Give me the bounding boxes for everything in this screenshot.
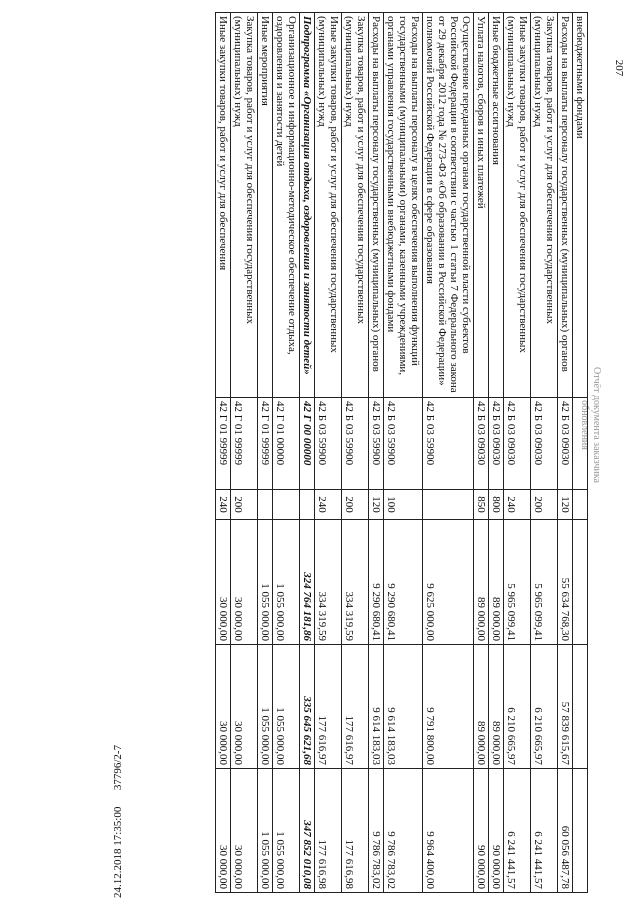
page-number: 207 xyxy=(613,59,625,77)
budget-table xyxy=(215,12,588,893)
row-vr-cell: 100 xyxy=(384,490,423,520)
row-value-2020-cell: 335 645 621,68 xyxy=(300,645,315,769)
row-name-cell: Иные закупки товаров, работ и услуг для обеспечения государственных (муниципальных) нужд xyxy=(504,13,531,398)
row-value-2020-cell: 177 616,97 xyxy=(315,645,342,769)
stamp-line-1: Отчёт документа заказчика xyxy=(591,367,602,483)
row-value-2021-cell: 9 786 783,02 xyxy=(369,769,384,893)
row-code-cell: 42 Б 03 09030 xyxy=(474,398,489,490)
row-code-cell: 42 Б 03 09030 xyxy=(558,398,573,490)
row-name-cell: Закупка товаров, работ и услуг для обеспечения государственных (муниципальных) нужд xyxy=(531,13,558,398)
row-value-2020-cell: 6 210 665,97 xyxy=(504,645,531,769)
row-code-cell: 42 Б 03 09030 xyxy=(504,398,531,490)
row-vr-cell: 240 xyxy=(504,490,531,520)
row-value-2019-cell: 89 000,00 xyxy=(474,520,489,645)
row-vr-cell: 200 xyxy=(342,490,369,520)
row-value-2021-cell: 60 056 487,78 xyxy=(558,769,573,893)
row-value-2019-cell: 5 965 099,41 xyxy=(504,520,531,645)
table-row xyxy=(489,13,504,893)
row-name-cell: Иные закупки товаров, работ и услуг для обеспечения государственных (муниципальных) нужд xyxy=(315,13,342,398)
row-value-2020-cell: 1 055 000,00 xyxy=(258,645,273,769)
footer-doc-id: 37796/2-7 xyxy=(112,744,124,791)
row-code-cell: 42 Г 00 00000 xyxy=(300,398,315,490)
row-value-2019-cell: 334 319,59 xyxy=(315,520,342,645)
row-code-cell: 42 Б 03 09030 xyxy=(489,398,504,490)
stamp-line-2: обновления xyxy=(579,400,590,450)
row-value-2020-cell: 1 055 000,00 xyxy=(273,645,300,769)
row-vr-cell: 120 xyxy=(558,490,573,520)
row-value-2021-cell: 1 055 000,00 xyxy=(273,769,300,893)
row-value-2020-cell: 6 210 665,97 xyxy=(531,645,558,769)
row-vr-cell xyxy=(573,490,588,520)
row-name-cell: Иные мероприятия xyxy=(258,13,273,398)
row-value-2020-cell: 89 000,00 xyxy=(474,645,489,769)
row-code-cell: 42 Г 01 99999 xyxy=(258,398,273,490)
row-value-2019-cell: 9 290 680,41 xyxy=(384,520,423,645)
table-row xyxy=(300,13,315,893)
table-row xyxy=(342,13,369,893)
table-row xyxy=(474,13,489,893)
footer-timestamp: 24.12.2018 17:35:00 xyxy=(112,806,124,898)
row-value-2020-cell xyxy=(573,645,588,769)
table-row xyxy=(231,13,258,893)
table-row xyxy=(315,13,342,893)
table-row xyxy=(273,13,300,893)
row-value-2020-cell: 177 616,97 xyxy=(342,645,369,769)
row-value-2019-cell xyxy=(573,520,588,645)
row-value-2019-cell: 30 000,00 xyxy=(231,520,258,645)
footer xyxy=(112,745,124,898)
row-name-cell: Закупка товаров, работ и услуг для обеспечения государственных (муниципальных) нужд xyxy=(342,13,369,398)
row-name-cell: Подпрограмма «Организация отдыха, оздоровления и занятости детей» xyxy=(300,13,315,398)
row-value-2020-cell: 57 839 615,67 xyxy=(558,645,573,769)
row-code-cell: 42 Б 03 59900 xyxy=(342,398,369,490)
table-row xyxy=(558,13,573,893)
row-code-cell xyxy=(573,398,588,490)
row-value-2021-cell: 1 055 000,00 xyxy=(258,769,273,893)
row-code-cell: 42 Б 03 59900 xyxy=(315,398,342,490)
table-row xyxy=(423,13,474,893)
row-value-2020-cell: 9 614 183,03 xyxy=(384,645,423,769)
row-code-cell: 42 Б 03 59900 xyxy=(384,398,423,490)
row-value-2021-cell: 347 852 010,08 xyxy=(300,769,315,893)
row-code-cell: 42 Б 03 59900 xyxy=(423,398,474,490)
table-body xyxy=(216,13,588,893)
row-vr-cell: 200 xyxy=(531,490,558,520)
row-value-2021-cell: 9 964 400,00 xyxy=(423,769,474,893)
row-vr-cell: 240 xyxy=(315,490,342,520)
row-vr-cell: 120 xyxy=(369,490,384,520)
row-value-2021-cell: 177 616,98 xyxy=(342,769,369,893)
row-name-cell: Осуществление переданных органам государственной власти субъектов Российской Федерации в соответствии с частью 1 статьи 7 Федерального закона от 29 декабря 2012 года № 273-ФЗ «Об образовании в Российской Федерации» полномочий Российской Федерации в сфере образования xyxy=(423,13,474,398)
row-value-2019-cell: 89 000,00 xyxy=(489,520,504,645)
row-value-2019-cell: 1 055 000,00 xyxy=(273,520,300,645)
row-value-2019-cell: 30 000,00 xyxy=(216,520,231,645)
table-row xyxy=(258,13,273,893)
row-value-2019-cell: 334 319,59 xyxy=(342,520,369,645)
row-value-2020-cell: 30 000,00 xyxy=(231,645,258,769)
row-vr-cell: 240 xyxy=(216,490,231,520)
row-value-2021-cell: 90 000,00 xyxy=(489,769,504,893)
row-name-cell: Расходы на выплаты персоналу государственных (муниципальных) органов xyxy=(369,13,384,398)
row-value-2019-cell: 55 634 768,30 xyxy=(558,520,573,645)
row-name-cell: Уплата налогов, сборов и иных платежей xyxy=(474,13,489,398)
row-value-2021-cell: 6 241 441,57 xyxy=(531,769,558,893)
row-value-2020-cell: 9 791 800,00 xyxy=(423,645,474,769)
row-value-2020-cell: 30 000,00 xyxy=(216,645,231,769)
row-vr-cell xyxy=(300,490,315,520)
row-value-2021-cell: 90 000,00 xyxy=(474,769,489,893)
row-value-2019-cell: 1 055 000,00 xyxy=(258,520,273,645)
table-row xyxy=(369,13,384,893)
table-row xyxy=(216,13,231,893)
row-value-2019-cell: 9 290 680,41 xyxy=(369,520,384,645)
row-name-cell: Расходы на выплаты персоналу в целях обеспечения выполнения функций государственными (муниципальными) органами, казенными учреждениями, органами управления государственными внебюджетными фондами xyxy=(384,13,423,398)
row-name-cell: Иные бюджетные ассигнования xyxy=(489,13,504,398)
table-row xyxy=(531,13,558,893)
row-name-cell: внебюджетными фондами xyxy=(573,13,588,398)
row-name-cell: Расходы на выплаты персоналу государственных (муниципальных) органов xyxy=(558,13,573,398)
row-code-cell: 42 Г 01 99999 xyxy=(231,398,258,490)
row-value-2020-cell: 89 000,00 xyxy=(489,645,504,769)
row-value-2019-cell: 5 965 099,41 xyxy=(531,520,558,645)
table-row xyxy=(504,13,531,893)
row-value-2021-cell: 30 000,00 xyxy=(216,769,231,893)
row-vr-cell: 200 xyxy=(231,490,258,520)
row-value-2021-cell: 6 241 441,57 xyxy=(504,769,531,893)
row-value-2021-cell: 30 000,00 xyxy=(231,769,258,893)
row-value-2020-cell: 9 614 183,03 xyxy=(369,645,384,769)
row-value-2021-cell: 177 616,98 xyxy=(315,769,342,893)
row-code-cell: 42 Б 03 59900 xyxy=(369,398,384,490)
row-code-cell: 42 Г 01 00000 xyxy=(273,398,300,490)
row-code-cell: 42 Г 01 99999 xyxy=(216,398,231,490)
row-value-2019-cell: 324 764 181,86 xyxy=(300,520,315,645)
row-value-2021-cell: 9 786 783,02 xyxy=(384,769,423,893)
row-value-2019-cell: 9 625 000,00 xyxy=(423,520,474,645)
row-name-cell: Организационное и информационно-методическое обеспечение отдыха, оздоровления и занятости детей xyxy=(273,13,300,398)
budget-table-container xyxy=(88,12,588,892)
row-vr-cell xyxy=(258,490,273,520)
table-row xyxy=(573,13,588,893)
row-code-cell: 42 Б 03 09030 xyxy=(531,398,558,490)
row-name-cell: Иные закупки товаров, работ и услуг для обеспечения xyxy=(216,13,231,398)
row-name-cell: Закупка товаров, работ и услуг для обеспечения государственных (муниципальных) нужд xyxy=(231,13,258,398)
table-row xyxy=(384,13,423,893)
row-vr-cell xyxy=(273,490,300,520)
row-vr-cell xyxy=(423,490,474,520)
row-vr-cell: 850 xyxy=(474,490,489,520)
row-value-2021-cell xyxy=(573,769,588,893)
row-vr-cell: 800 xyxy=(489,490,504,520)
